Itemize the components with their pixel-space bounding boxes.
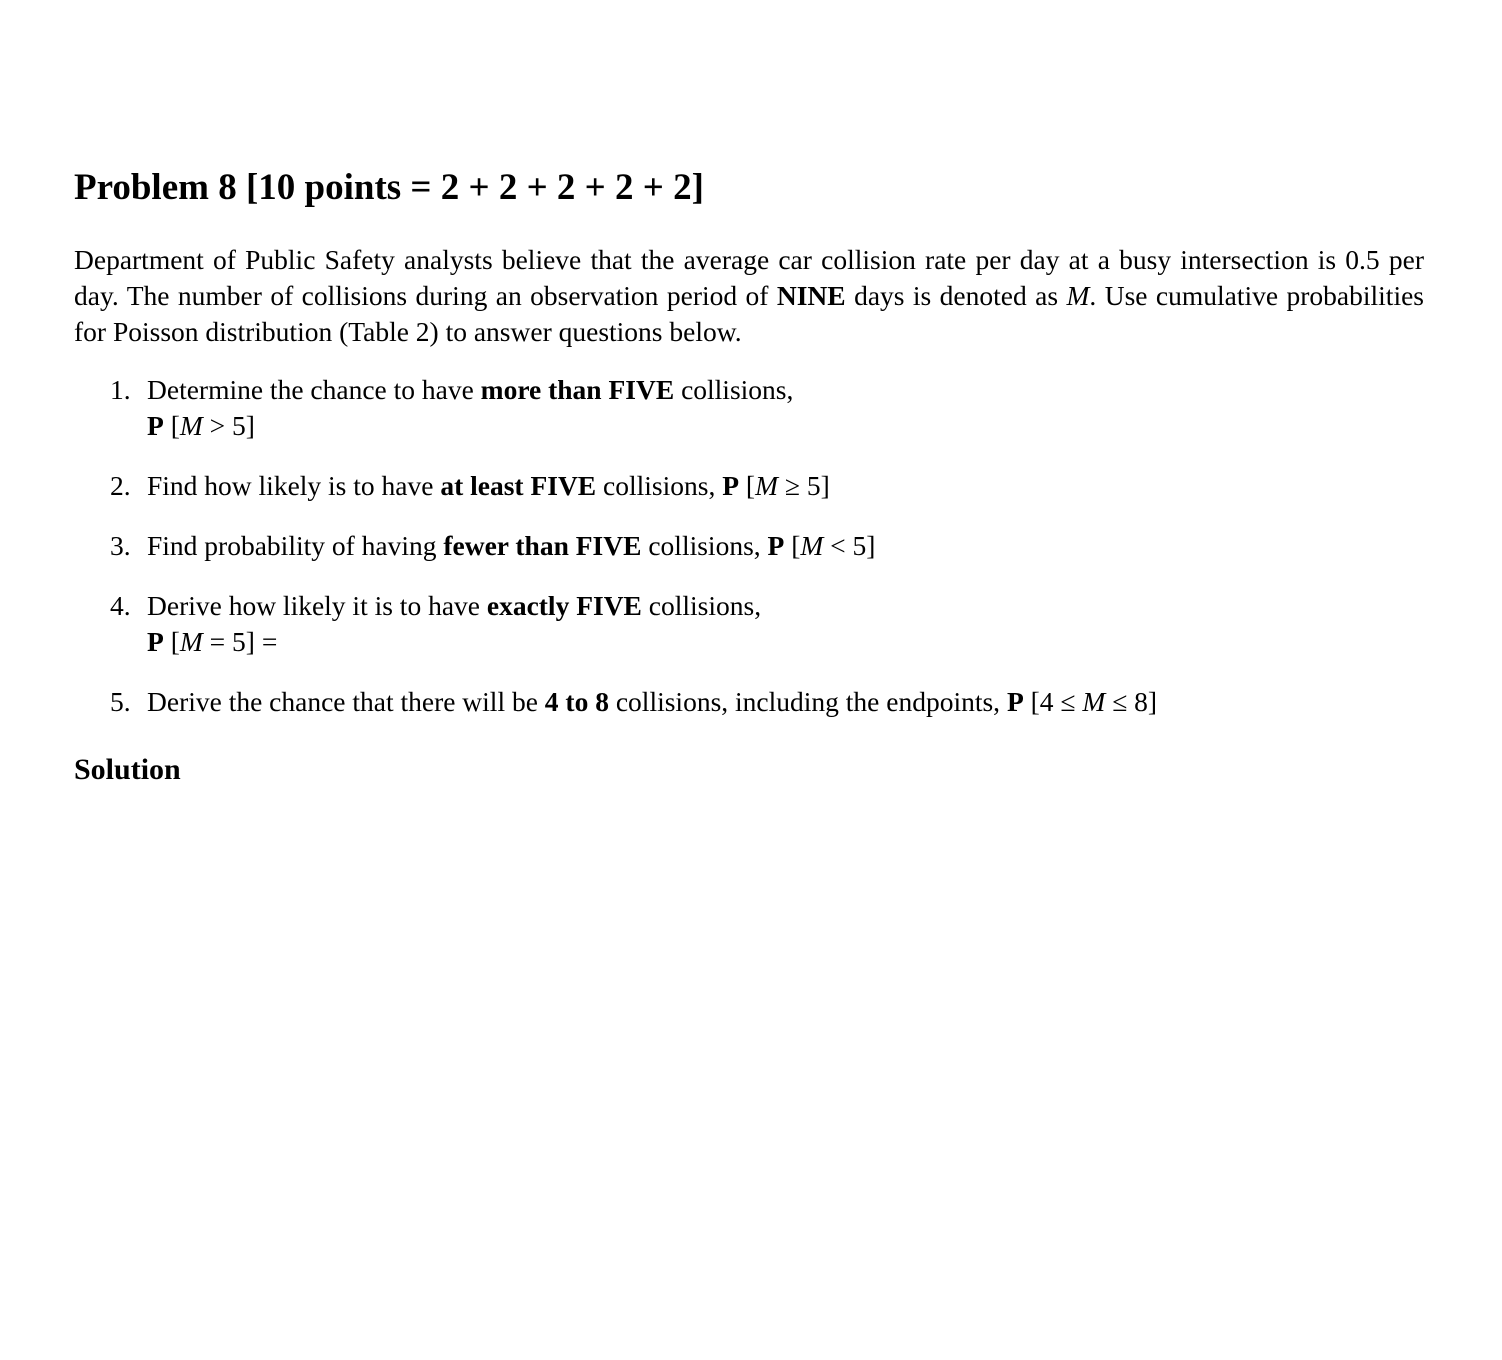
problem-number: 3. bbox=[110, 530, 131, 561]
problem-text: Derive the chance that there will be bbox=[147, 686, 545, 717]
intro-text-3: . Use cumulative probabilities for Poisson distribution (Table 2) to answer questions below. bbox=[74, 280, 1424, 347]
math-variable: M bbox=[755, 470, 778, 501]
problem-bold: at least FIVE bbox=[440, 470, 597, 501]
problem-math bbox=[1007, 686, 1157, 717]
problem-item-2 bbox=[74, 468, 1424, 504]
problem-item-4 bbox=[74, 588, 1424, 660]
math-variable: M bbox=[179, 626, 203, 657]
document-page bbox=[74, 160, 1424, 790]
problem-item-1 bbox=[74, 372, 1424, 444]
math-variable: M bbox=[1082, 686, 1106, 717]
problem-bold: more than FIVE bbox=[480, 374, 675, 405]
problem-number: 4. bbox=[110, 590, 131, 621]
problem-math bbox=[722, 470, 830, 501]
problem-bold: fewer than FIVE bbox=[443, 530, 642, 561]
problem-text-after: collisions, bbox=[641, 530, 768, 561]
math-variable: M bbox=[800, 530, 824, 561]
intro-bold-days: NINE bbox=[776, 280, 846, 311]
math-probability-symbol: P bbox=[147, 410, 164, 441]
problem-math bbox=[147, 410, 255, 441]
problem-text: Derive how likely it is to have bbox=[147, 590, 487, 621]
problem-text: Find probability of having bbox=[147, 530, 444, 561]
problem-intro bbox=[74, 242, 1424, 350]
math-expression: [M < 5] bbox=[791, 530, 876, 561]
math-expression: [M > 5] bbox=[170, 410, 255, 441]
math-expression: [4 ≤ M ≤ 8] bbox=[1030, 686, 1158, 717]
problem-item-3 bbox=[74, 528, 1424, 564]
intro-text-2: days is denoted as bbox=[845, 280, 1067, 311]
problem-bold: exactly FIVE bbox=[486, 590, 642, 621]
intro-variable: M bbox=[1066, 280, 1090, 311]
problem-number: 1. bbox=[110, 374, 131, 405]
problem-math bbox=[768, 530, 876, 561]
math-probability-symbol: P bbox=[147, 626, 164, 657]
problem-item-5 bbox=[74, 684, 1424, 720]
problem-bold: 4 to 8 bbox=[544, 686, 609, 717]
math-probability-symbol: P bbox=[767, 530, 785, 561]
intro-text-1: Department of Public Safety analysts believe that the average car collision rate per day at a busy intersection is 0.5 per day. The number of collisions during an observation period of bbox=[74, 244, 1424, 311]
problem-text-after: collisions, including the endpoints, bbox=[608, 686, 1007, 717]
math-expression: [M ≥ 5] bbox=[745, 470, 830, 501]
problem-text-after: collisions, bbox=[674, 374, 794, 405]
problem-text-after: collisions, bbox=[596, 470, 723, 501]
problem-text-after: collisions, bbox=[641, 590, 762, 621]
problem-list bbox=[74, 372, 1424, 720]
problem-title: Problem 8 [10 points = 2 + 2 + 2 + 2 + 2] bbox=[74, 167, 704, 208]
math-expression: [M = 5] = bbox=[170, 626, 278, 657]
math-probability-symbol: P bbox=[1006, 686, 1024, 717]
math-probability-symbol: P bbox=[722, 470, 740, 501]
problem-text: Determine the chance to have bbox=[147, 374, 481, 405]
solution-heading: Solution bbox=[74, 753, 181, 786]
problem-number: 2. bbox=[110, 470, 131, 501]
problem-text: Find how likely is to have bbox=[147, 470, 441, 501]
problem-math bbox=[147, 626, 277, 657]
problem-number: 5. bbox=[110, 686, 131, 717]
math-variable: M bbox=[179, 410, 203, 441]
